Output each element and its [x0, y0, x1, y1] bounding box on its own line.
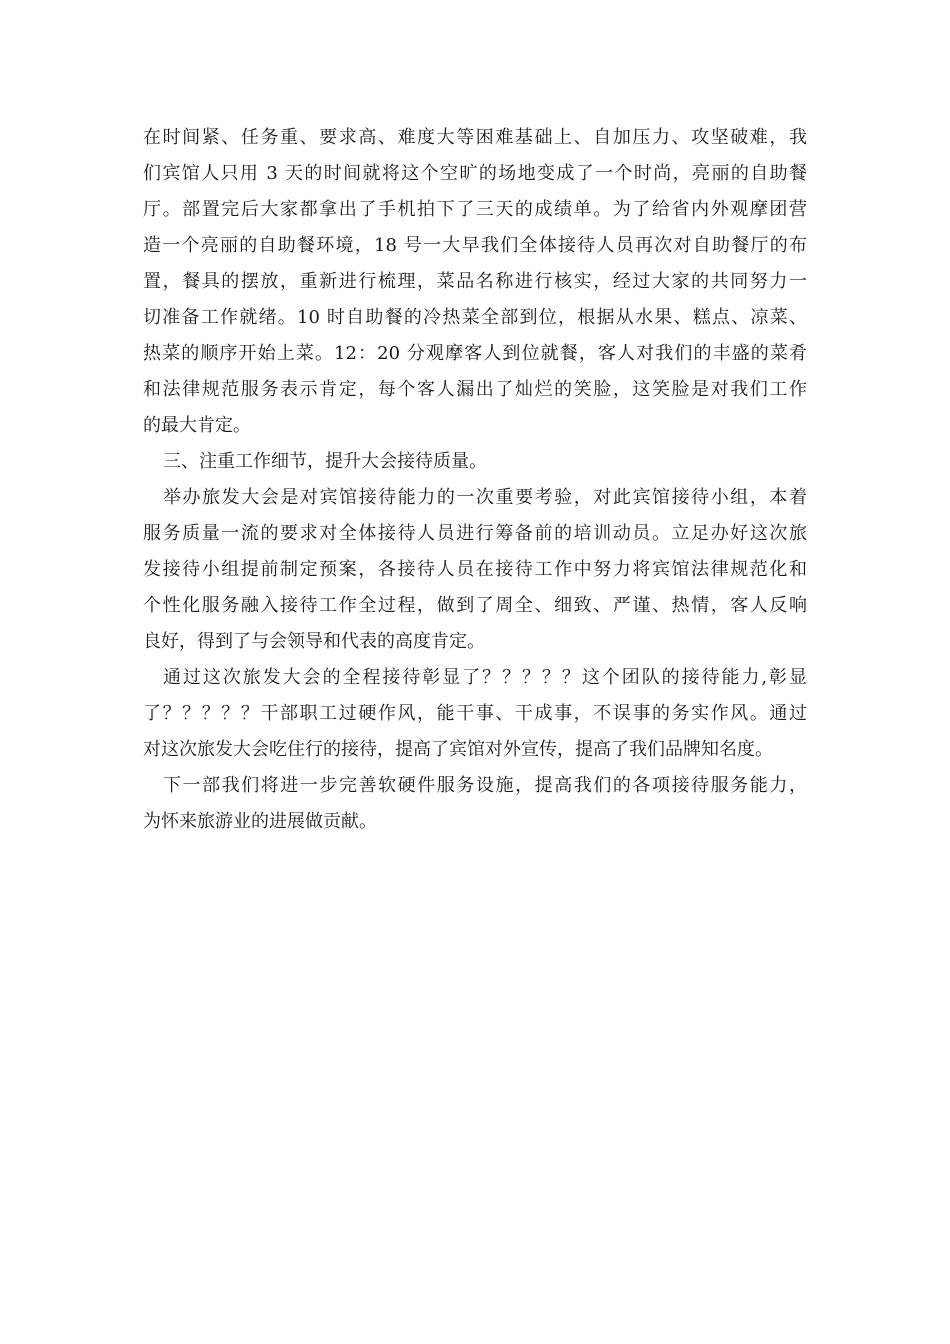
document-body	[143, 120, 807, 840]
text-line: 对这次旅发大会吃住行的接待，提高了宾馆对外宣传，提高了我们品牌知名度。	[143, 739, 773, 760]
paragraph-next-steps	[143, 768, 807, 840]
text-line: 了？？？？？干部职工过硬作风，能干事、干成事，不误事的务实作风。通过	[143, 703, 807, 724]
text-line: 的最大肯定。	[143, 415, 251, 436]
text-line: 在时间紧、任务重、要求高、难度大等困难基础上、自加压力、攻坚破难，我	[143, 127, 807, 148]
text-line: 服务质量一流的要求对全体接待人员进行筹备前的培训动员。立足办好这次旅	[143, 523, 807, 544]
text-line: 置，餐具的摆放，重新进行梳理，菜品名称进行核实，经过大家的共同努力一	[143, 271, 807, 292]
text-line: 发接待小组提前制定预案，各接待人员在接待工作中努力将宾馆法律规范化和	[143, 559, 807, 580]
paragraph-reception-quality	[143, 480, 807, 660]
text-line: 厅。部置完后大家都拿出了手机拍下了三天的成绩单。为了给省内外观摩团营	[143, 199, 807, 220]
text-line: 们宾馆人只用 3 天的时间就将这个空旷的场地变成了一个时尚，亮丽的自助餐	[143, 163, 807, 184]
paragraph-team-ability	[143, 660, 807, 768]
text-line: 个性化服务融入接待工作全过程，做到了周全、细致、严谨、热情，客人反响	[143, 595, 807, 616]
text-line: 通过这次旅发大会的全程接待彰显了？？？？？这个团队的接待能力,彰显	[163, 667, 807, 688]
text-line: 和法律规范服务表示肯定，每个客人漏出了灿烂的笑脸，这笑脸是对我们工作	[143, 379, 807, 400]
text-line: 造一个亮丽的自助餐环境，18 号一大早我们全体接待人员再次对自助餐厅的布	[143, 235, 807, 256]
text-line: 切准备工作就绪。10 时自助餐的冷热菜全部到位，根据从水果、糕点、凉菜、	[143, 307, 807, 328]
text-line: 下一部我们将进一步完善软硬件服务设施，提高我们的各项接待服务能力，	[163, 775, 807, 796]
text-line: 为怀来旅游业的进展做贡献。	[143, 811, 377, 832]
paragraph-buffet-setup	[143, 120, 807, 444]
text-line: 热菜的顺序开始上菜。12：20 分观摩客人到位就餐，客人对我们的丰盛的菜肴	[143, 343, 807, 364]
text-line: 举办旅发大会是对宾馆接待能力的一次重要考验，对此宾馆接待小组，本着	[163, 487, 807, 508]
section-heading: 三、注重工作细节，提升大会接待质量。	[163, 451, 487, 472]
text-line: 良好，得到了与会领导和代表的高度肯定。	[143, 631, 485, 652]
